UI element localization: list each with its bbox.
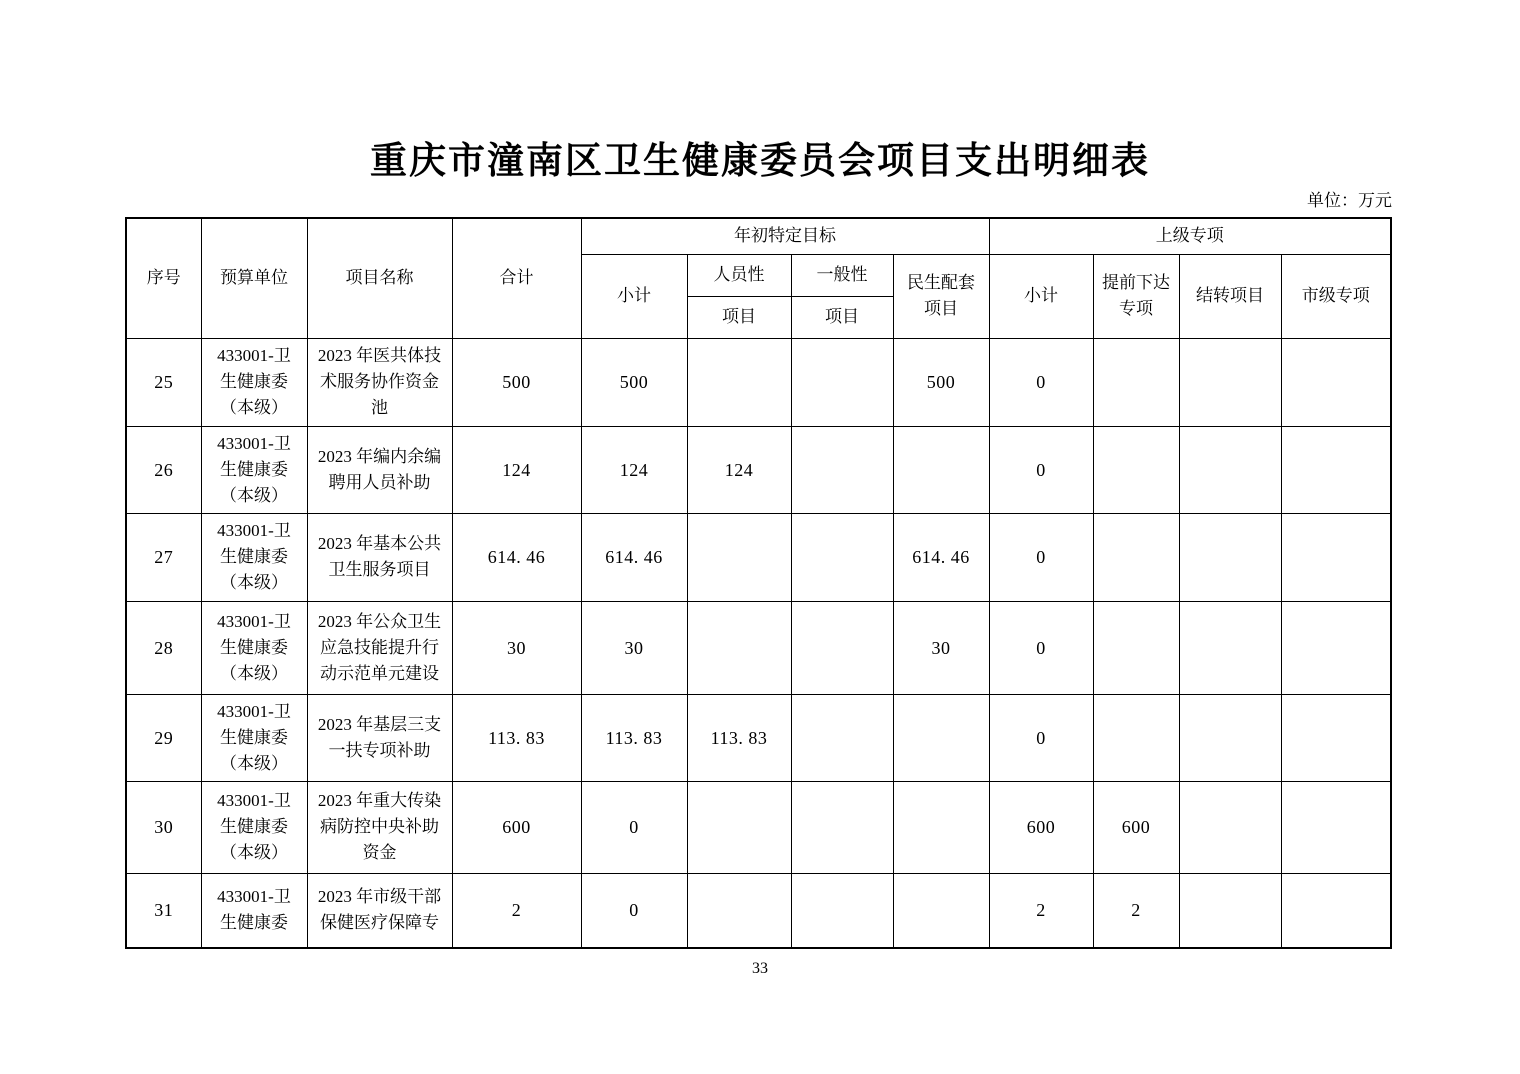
cell-total: 600 <box>452 781 581 873</box>
cell-ytd-subtotal: 113. 83 <box>581 694 687 781</box>
cell-general <box>791 426 893 513</box>
cell-carryover <box>1179 426 1281 513</box>
cell-total: 113. 83 <box>452 694 581 781</box>
cell-general <box>791 781 893 873</box>
cell-general <box>791 694 893 781</box>
cell-unit: 433001-卫生健康委 <box>201 873 307 948</box>
cell-project: 2023 年基本公共卫生服务项目 <box>307 513 452 601</box>
cell-advance <box>1093 601 1179 694</box>
cell-project: 2023 年市级干部保健医疗保障专 <box>307 873 452 948</box>
cell-total: 614. 46 <box>452 513 581 601</box>
cell-project: 2023 年医共体技术服务协作资金池 <box>307 338 452 426</box>
cell-personnel <box>687 513 791 601</box>
cell-municipal <box>1281 338 1391 426</box>
cell-minsheng <box>893 426 989 513</box>
cell-sup-subtotal: 0 <box>989 513 1093 601</box>
cell-ytd-subtotal: 0 <box>581 781 687 873</box>
page-title: 重庆市潼南区卫生健康委员会项目支出明细表 <box>370 141 1150 182</box>
cell-total: 30 <box>452 601 581 694</box>
cell-general <box>791 338 893 426</box>
header-sup-subtotal: 小计 <box>989 254 1093 338</box>
table-row <box>126 426 1391 513</box>
cell-unit: 433001-卫生健康委（本级） <box>201 781 307 873</box>
cell-personnel <box>687 601 791 694</box>
header-ytd-subtotal: 小计 <box>581 254 687 338</box>
cell-personnel <box>687 873 791 948</box>
cell-total: 500 <box>452 338 581 426</box>
header-general-top: 一般性 <box>791 254 893 296</box>
cell-total: 124 <box>452 426 581 513</box>
cell-ytd-subtotal: 500 <box>581 338 687 426</box>
header-seq: 序号 <box>126 218 201 338</box>
cell-unit: 433001-卫生健康委（本级） <box>201 513 307 601</box>
cell-ytd-subtotal: 30 <box>581 601 687 694</box>
cell-sup-subtotal: 0 <box>989 694 1093 781</box>
cell-total: 2 <box>452 873 581 948</box>
cell-sup-subtotal: 2 <box>989 873 1093 948</box>
table-row <box>126 338 1391 426</box>
cell-advance <box>1093 338 1179 426</box>
cell-ytd-subtotal: 614. 46 <box>581 513 687 601</box>
page-number: 33 <box>752 960 768 977</box>
header-general-bottom: 项目 <box>791 296 893 338</box>
cell-carryover <box>1179 513 1281 601</box>
header-personnel-top: 人员性 <box>687 254 791 296</box>
header-row-groups <box>126 218 1391 254</box>
cell-project: 2023 年编内余编聘用人员补助 <box>307 426 452 513</box>
header-advance-special: 提前下达专项 <box>1093 254 1179 338</box>
cell-seq: 27 <box>126 513 201 601</box>
unit-note: 单位：万元 <box>1307 191 1392 210</box>
cell-ytd-subtotal: 0 <box>581 873 687 948</box>
table-row <box>126 513 1391 601</box>
table-row <box>126 873 1391 948</box>
header-group-superior-special: 上级专项 <box>989 218 1391 254</box>
cell-project: 2023 年重大传染病防控中央补助资金 <box>307 781 452 873</box>
cell-municipal <box>1281 426 1391 513</box>
cell-municipal <box>1281 513 1391 601</box>
cell-ytd-subtotal: 124 <box>581 426 687 513</box>
header-project: 项目名称 <box>307 218 452 338</box>
cell-municipal <box>1281 873 1391 948</box>
cell-project: 2023 年公众卫生应急技能提升行动示范单元建设 <box>307 601 452 694</box>
cell-general <box>791 513 893 601</box>
cell-advance <box>1093 426 1179 513</box>
header-group-ytd-targets: 年初特定目标 <box>581 218 989 254</box>
table-row <box>126 694 1391 781</box>
cell-advance <box>1093 513 1179 601</box>
cell-unit: 433001-卫生健康委（本级） <box>201 338 307 426</box>
cell-carryover <box>1179 694 1281 781</box>
cell-personnel: 124 <box>687 426 791 513</box>
cell-municipal <box>1281 694 1391 781</box>
cell-seq: 30 <box>126 781 201 873</box>
cell-sup-subtotal: 600 <box>989 781 1093 873</box>
header-carryover: 结转项目 <box>1179 254 1281 338</box>
table-row <box>126 781 1391 873</box>
cell-unit: 433001-卫生健康委（本级） <box>201 426 307 513</box>
cell-personnel: 113. 83 <box>687 694 791 781</box>
cell-advance: 2 <box>1093 873 1179 948</box>
expenditure-table <box>125 217 1392 949</box>
cell-personnel <box>687 338 791 426</box>
header-personnel-bottom: 项目 <box>687 296 791 338</box>
cell-carryover <box>1179 338 1281 426</box>
cell-advance: 600 <box>1093 781 1179 873</box>
cell-municipal <box>1281 781 1391 873</box>
cell-general <box>791 601 893 694</box>
cell-sup-subtotal: 0 <box>989 338 1093 426</box>
cell-project: 2023 年基层三支一扶专项补助 <box>307 694 452 781</box>
cell-minsheng <box>893 694 989 781</box>
cell-unit: 433001-卫生健康委（本级） <box>201 694 307 781</box>
table-row <box>126 601 1391 694</box>
cell-seq: 25 <box>126 338 201 426</box>
cell-minsheng: 30 <box>893 601 989 694</box>
cell-seq: 31 <box>126 873 201 948</box>
header-unit: 预算单位 <box>201 218 307 338</box>
cell-seq: 29 <box>126 694 201 781</box>
cell-minsheng <box>893 873 989 948</box>
cell-minsheng <box>893 781 989 873</box>
cell-unit: 433001-卫生健康委（本级） <box>201 601 307 694</box>
cell-sup-subtotal: 0 <box>989 426 1093 513</box>
header-municipal-special: 市级专项 <box>1281 254 1391 338</box>
cell-seq: 28 <box>126 601 201 694</box>
cell-carryover <box>1179 781 1281 873</box>
cell-advance <box>1093 694 1179 781</box>
cell-carryover <box>1179 601 1281 694</box>
cell-general <box>791 873 893 948</box>
cell-personnel <box>687 781 791 873</box>
cell-sup-subtotal: 0 <box>989 601 1093 694</box>
cell-seq: 26 <box>126 426 201 513</box>
cell-minsheng: 614. 46 <box>893 513 989 601</box>
cell-minsheng: 500 <box>893 338 989 426</box>
header-minsheng: 民生配套项目 <box>893 254 989 338</box>
header-total: 合计 <box>452 218 581 338</box>
cell-carryover <box>1179 873 1281 948</box>
cell-municipal <box>1281 601 1391 694</box>
